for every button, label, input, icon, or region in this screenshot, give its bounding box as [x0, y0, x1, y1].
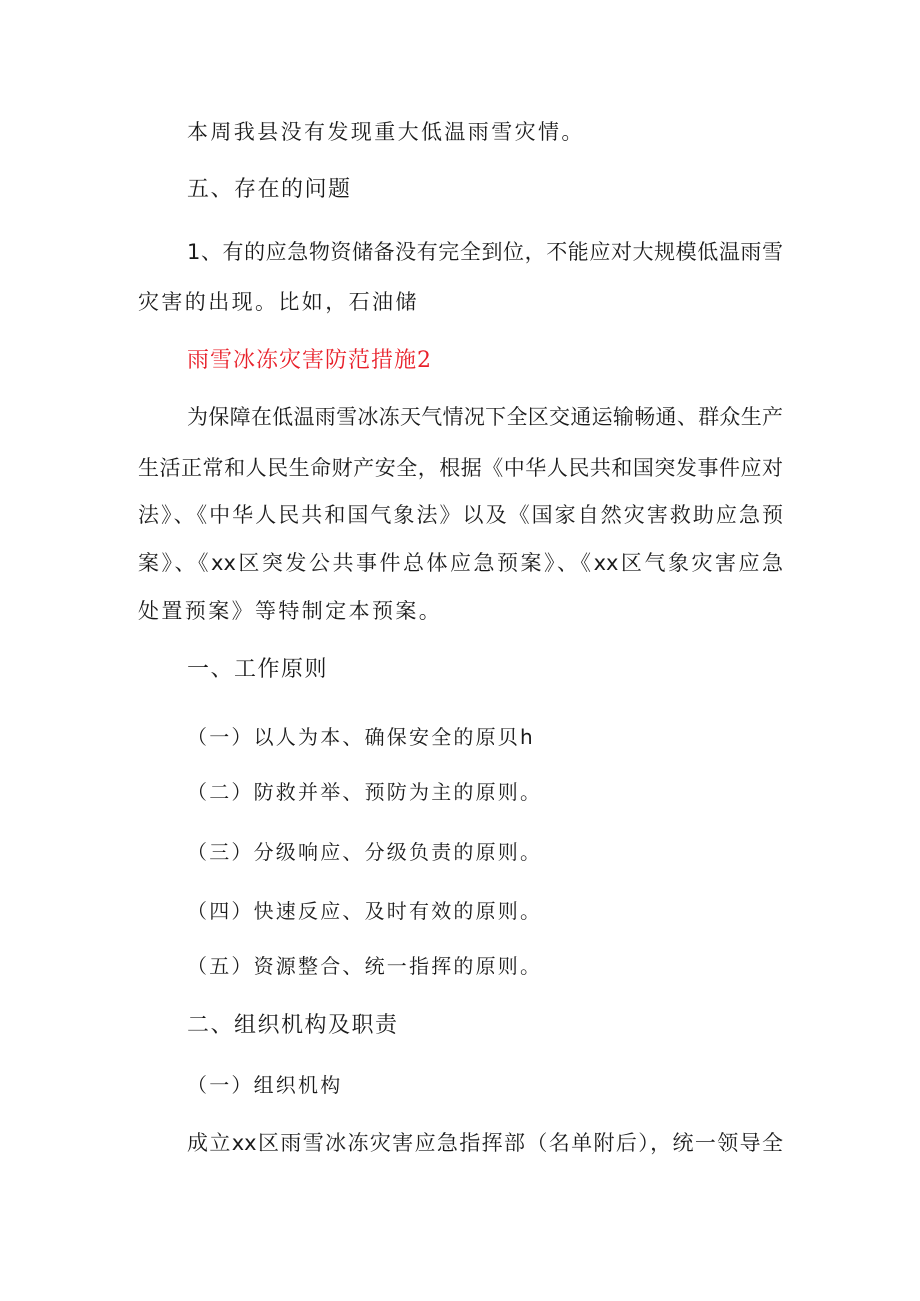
document-title: 雨雪冰冻灾害防范措施2 — [187, 348, 432, 373]
paragraph-line: 成立xx区雨雪冰冻灾害应急指挥部（名单附后），统一领导全 — [187, 1131, 783, 1155]
principle-item: （三）分级响应、分级负责的原则。 — [187, 840, 543, 864]
paragraph-line: 处置预案》等特制定本预案。 — [138, 599, 443, 623]
paragraph-line: 生活正常和人民生命财产安全，根据《中华人民共和国突发事件应对 — [138, 456, 783, 480]
section-heading-problems: 五、存在的问题 — [187, 177, 352, 202]
paragraph-line: 灾害的出现。比如，石油储 — [138, 290, 419, 314]
principle-item: （一）以人为本、确保安全的原贝h — [187, 725, 535, 749]
paragraph-summary: 本周我县没有发现重大低温雨雪灾情。 — [187, 120, 585, 144]
paragraph-line: 为保障在低温雨雪冰冻天气情况下全区交通运输畅通、群众生产 — [187, 405, 783, 429]
paragraph-line: 1、有的应急物资储备没有完全到位，不能应对大规模低温雨雪 — [187, 240, 783, 264]
principle-item: （二）防救并举、预防为主的原则。 — [187, 780, 543, 804]
section-heading-principles: 一、工作原则 — [187, 657, 329, 682]
paragraph-line: 案》、《xx区突发公共事件总体应急预案》、《xx区气象灾害应急 — [138, 551, 783, 575]
subsection-heading: （一）组织机构 — [187, 1073, 343, 1097]
paragraph-line: 法》、《中华人民共和国气象法》以及《国家自然灾害救助应急预 — [138, 503, 783, 527]
principle-item: （四）快速反应、及时有效的原则。 — [187, 899, 543, 923]
principle-item: （五）资源整合、统一指挥的原则。 — [187, 954, 543, 978]
section-heading-organization: 二、组织机构及职责 — [187, 1013, 399, 1038]
